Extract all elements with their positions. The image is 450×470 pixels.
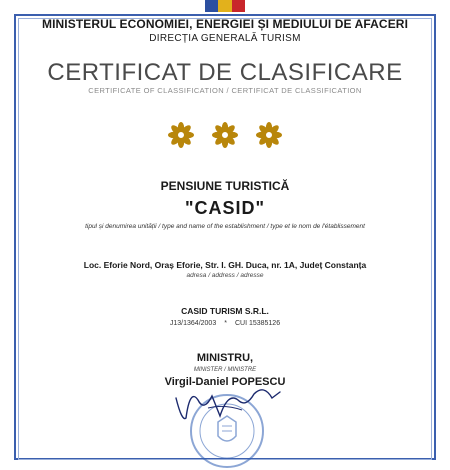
establishment-name-caption: tipul și denumirea unității / type and name of the establishment / type et le nom de l'établissement bbox=[85, 223, 365, 230]
star-icon bbox=[167, 121, 195, 149]
signatory-title-caption: MINISTER / MINISTRE bbox=[193, 367, 257, 373]
star-icon bbox=[211, 121, 239, 149]
coat-of-arms-emblem bbox=[205, 0, 245, 12]
establishment-address: Loc. Eforie Nord, Oraș Eforie, Str. I. GH. Duca, nr. 1A, Județ Constanța bbox=[83, 260, 367, 270]
registry-number: J13/1364/2003 bbox=[169, 320, 217, 327]
certificate-subtitle: CERTIFICATE OF CLASSIFICATION / CERTIFICAT DE CLASSIFICATION bbox=[88, 86, 362, 95]
signatory-title: MINISTRU, bbox=[196, 352, 254, 364]
address-caption: adresa / address / adresse bbox=[186, 272, 264, 279]
ministry-name: MINISTERUL ECONOMIEI, ENERGIEI ȘI MEDIULUI DE AFACERI bbox=[42, 17, 408, 31]
cui-number: CUI 15385126 bbox=[234, 320, 281, 327]
signatory-name: Virgil-Daniel POPESCU bbox=[164, 376, 286, 388]
star-rating bbox=[0, 121, 450, 154]
establishment-category: PENSIUNE TURISTICĂ bbox=[160, 179, 290, 193]
handwritten-signature bbox=[168, 378, 288, 428]
establishment-name: "CASID" bbox=[184, 198, 266, 218]
directorate-name: DIRECȚIA GENERALĂ TURISM bbox=[149, 33, 301, 44]
registry-line bbox=[0, 320, 450, 327]
certificate-title: CERTIFICAT DE CLASIFICARE bbox=[47, 59, 403, 86]
registry-separator: * bbox=[224, 320, 227, 327]
star-icon bbox=[255, 121, 283, 149]
company-name: CASID TURISM S.R.L. bbox=[181, 306, 269, 316]
